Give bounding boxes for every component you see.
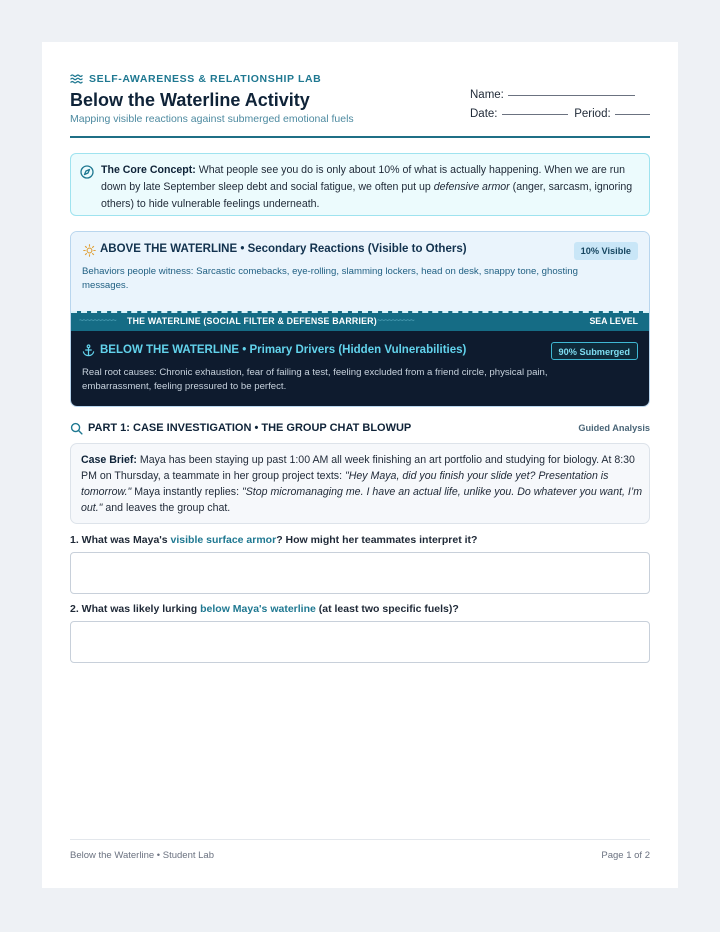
concept-text-1: What people see you do is only about 10% of what is actually happening. When we are run down by late September sleep debt and social fatigue, we often put up xyxy=(101,164,626,193)
above-title: ABOVE THE WATERLINE • Secondary Reactions (Visible to Others) xyxy=(100,243,467,255)
question-1-post: ? How might her teammates interpret it? xyxy=(276,534,478,546)
question-2-pre: 2. What was likely lurking xyxy=(70,603,201,615)
eyebrow-text: SELF-AWARENESS & RELATIONSHIP LAB xyxy=(89,72,322,85)
waves-icon xyxy=(70,72,83,85)
case-brief-box xyxy=(70,443,650,524)
sea-level-label: SEA LEVEL xyxy=(589,316,638,326)
page-subtitle: Mapping visible reactions against submerged emotional fuels xyxy=(70,113,354,125)
student-fields xyxy=(470,82,650,120)
above-waterline-section xyxy=(71,232,649,311)
below-waterline-section xyxy=(71,331,649,407)
period-label: Period: xyxy=(574,108,611,120)
footer-left: Below the Waterline • Student Lab xyxy=(70,850,214,861)
above-description: Behaviors people witness: Sarcastic comebacks, eye-rolling, slamming lockers, head on desk, snappy tone, ghosting messages. xyxy=(82,266,578,291)
waterline-bar xyxy=(71,311,649,331)
concept-text-2: (anger, sarcasm, ignoring others) to hide vulnerable feelings underneath. xyxy=(101,181,633,210)
brief-text-3: and leaves the group chat. xyxy=(102,502,231,514)
question-2-post: (at least two specific fuels)? xyxy=(315,603,459,615)
core-concept-box xyxy=(70,153,650,216)
search-icon xyxy=(70,422,83,435)
question-2 xyxy=(70,603,459,615)
wave-left: ~~~~~~~~~~ xyxy=(79,316,116,325)
page-title: Below the Waterline Activity xyxy=(70,90,310,110)
brief-label: Case Brief: xyxy=(81,454,137,466)
part1-header xyxy=(70,421,650,437)
answer-box-2[interactable] xyxy=(70,621,650,663)
page-footer xyxy=(70,839,650,867)
date-period-field xyxy=(470,101,650,120)
guided-analysis-tag: Guided Analysis xyxy=(578,423,650,433)
question-2-highlight: below Maya's waterline xyxy=(200,603,316,615)
date-label: Date: xyxy=(470,108,498,120)
question-1-pre: 1. What was Maya's xyxy=(70,534,171,546)
wave-right: ~~~~~~~~~~ xyxy=(377,316,414,325)
page-number: Page 1 of 2 xyxy=(601,850,650,861)
waterline-label: THE WATERLINE (SOCIAL FILTER & DEFENSE BARRIER) xyxy=(127,316,377,326)
waterline-dash xyxy=(71,311,649,313)
sun-icon xyxy=(83,244,96,257)
compass-icon xyxy=(80,165,94,179)
part1-title: PART 1: CASE INVESTIGATION • THE GROUP CHAT BLOWUP xyxy=(88,422,412,434)
brief-text-2: Maya instantly replies: xyxy=(131,486,242,498)
brief-quote-2: "Stop micromanaging me. I have an actual life, unlike you. Do whatever you want, I’m out." xyxy=(81,486,643,514)
worksheet-page xyxy=(42,42,678,888)
brief-quote-1: "Hey Maya, did you finish your slide yet? Presentation is tomorrow." xyxy=(81,470,609,498)
name-line[interactable] xyxy=(508,88,635,96)
concept-lead: The Core Concept: xyxy=(101,164,196,176)
lab-eyebrow xyxy=(70,72,321,85)
anchor-icon xyxy=(82,344,95,357)
concept-emphasis: defensive armor xyxy=(433,181,510,193)
below-description: Real root causes: Chronic exhaustion, fear of failing a test, feeling excluded from a friend circle, physical pain, embarrassment, feeling pressured to be perfect. xyxy=(82,367,548,392)
name-field[interactable] xyxy=(470,82,650,101)
case-brief-text xyxy=(81,452,643,516)
worksheet-header xyxy=(70,70,650,138)
iceberg-panel xyxy=(70,231,650,407)
brief-text-1: Maya has been staying up past 1:00 AM all week finishing an art portfolio and studying for biology. At 8:30 PM on Thursday, a teammate in her group project texts: xyxy=(81,454,635,482)
date-line[interactable] xyxy=(502,107,569,115)
submerged-badge: 90% Submerged xyxy=(551,342,638,360)
answer-box-1[interactable] xyxy=(70,552,650,594)
core-concept-text xyxy=(101,162,639,213)
below-title: BELOW THE WATERLINE • Primary Drivers (Hidden Vulnerabilities) xyxy=(100,344,467,356)
name-label: Name: xyxy=(470,89,504,101)
visible-badge: 10% Visible xyxy=(574,242,638,260)
period-line[interactable] xyxy=(615,107,650,115)
question-1 xyxy=(70,534,477,546)
question-1-highlight: visible surface armor xyxy=(170,534,277,546)
